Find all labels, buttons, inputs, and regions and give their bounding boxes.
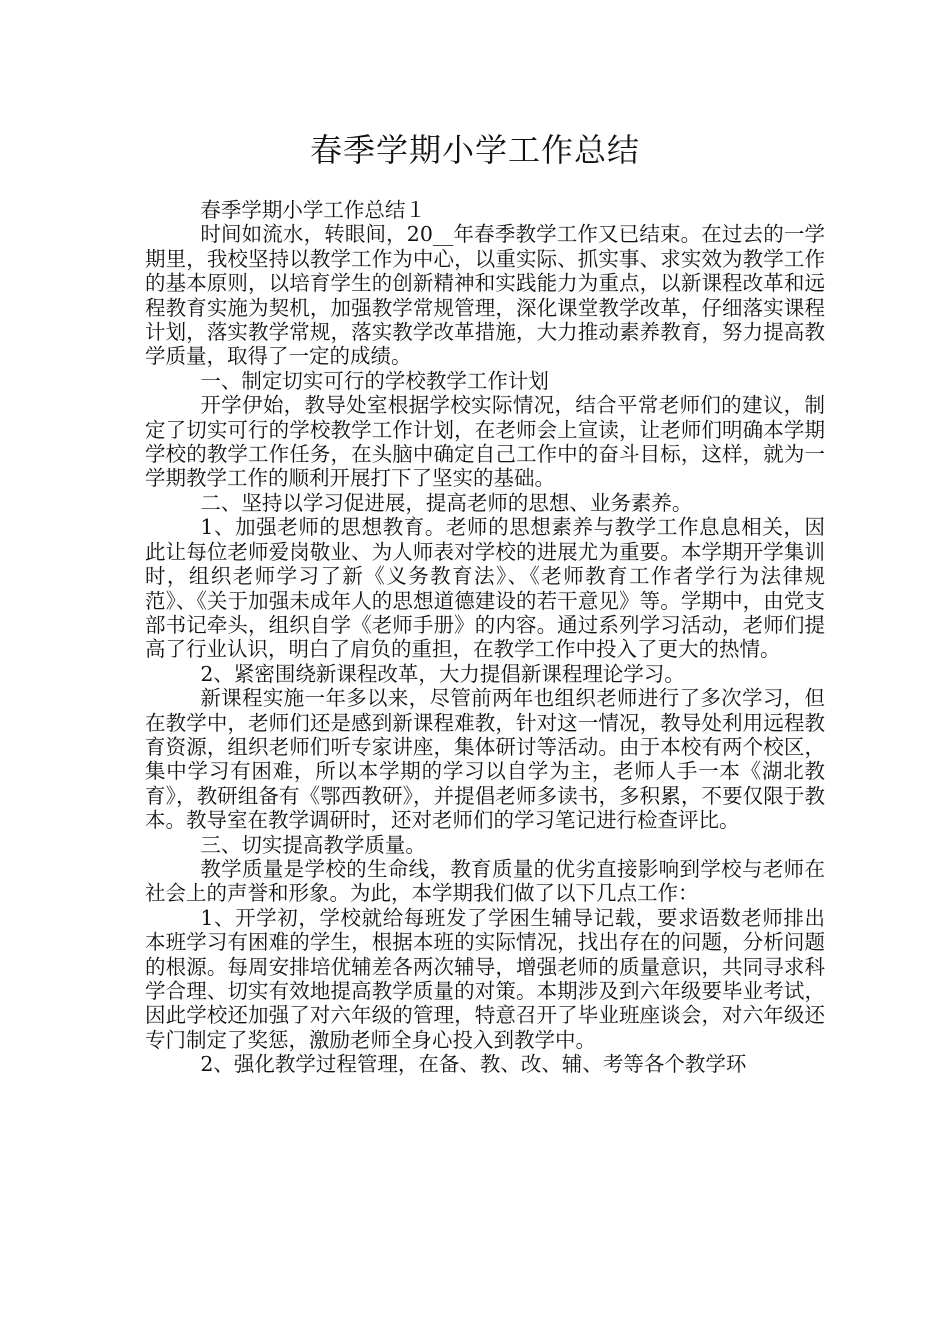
paragraph: 新课程实施一年多以来，尽管前两年也组织老师进行了多次学习，但在教学中，老师们还是感到新课程难教，针对这一情况，教导处利用远程教育资源，组织老师们听专家讲座，集体研讨等活动。由于本校有两个校区，集中学习有困难，所以本学期的学习以自学为主，老师人手一本《湖北教育》，教研组备有《鄂西教研》，并提倡老师多读书，多积累，不要仅限于教本。教导室在教学调研时，还对老师们的学习笔记进行检查评比。 [145,686,825,833]
paragraph-intro: 时间如流水，转眼间，20__年春季教学工作又已结束。在过去的一学期里，我校坚持以教学工作为中心，以重实际、抓实事、求实效为教学工作的基本原则，以培育学生的创新精神和实践能力为重点，以新课程改革和远程教育实施为契机，加强教学常规管理，深化课堂教学改革，仔细落实课程计划，落实教学常规，落实教学改革措施，大力推动素养教育，努力提高教学质量，取得了一定的成绩。 [145,222,825,369]
paragraph: 教学质量是学校的生命线，教育质量的优劣直接影响到学校与老师在社会上的声誉和形象。为此，本学期我们做了以下几点工作： [145,856,825,906]
paragraph-subtitle: 春季学期小学工作总结１ [200,198,426,222]
subsection-heading: 2、紧密围绕新课程改革，大力提倡新课程理论学习。 [200,661,685,686]
section-heading-1: 一、制定切实可行的学校教学工作计划 [200,368,549,393]
paragraph: 1、开学初，学校就给每班发了学困生辅导记载，要求语数老师排出本班学习有困难的学生，根据本班的实际情况，找出存在的问题，分析问题的根源。每周安排培优辅差各两次辅导，增强老师的质量意识，共同寻求科学合理、切实有效地提高教学质量的对策。本期涉及到六年级要毕业考试，因此学校还加强了对六年级的管理，特意召开了毕业班座谈会，对六年级还专门制定了奖惩，激励老师全身心投入到教学中。 [145,905,825,1052]
paragraph-truncated: 2、强化教学过程管理，在备、教、改、辅、考等各个教学环 [200,1052,747,1077]
section-heading-3: 三、切实提高教学质量。 [200,832,426,857]
paragraph: 开学伊始，教导处室根据学校实际情况，结合平常老师们的建议，制定了切实可行的学校教学工作计划，在老师会上宣读，让老师们明确本学期学校的教学工作任务，在头脑中确定自己工作中的奋斗目标，这样，就为一学期教学工作的顺利开展打下了坚实的基础。 [145,393,825,491]
section-heading-2: 二、坚持以学习促进展，提高老师的思想、业务素养。 [200,490,693,515]
document-title: 春季学期小学工作总结 [309,131,640,169]
document-body [145,198,825,1077]
paragraph: 1、加强老师的思想教育。老师的思想素养与教学工作息息相关，因此让每位老师爱岗敬业、为人师表对学校的进展尤为重要。本学期开学集训时，组织老师学习了新《义务教育法》、《老师教育工作者学行为法律规范》、《关于加强未成年人的思想道德建设的若干意见》等。学期中，由党支部书记牵头，组织自学《老师手册》的内容。通过系列学习活动，老师们提高了行业认识，明白了肩负的重担，在教学工作中投入了更大的热情。 [145,515,825,662]
